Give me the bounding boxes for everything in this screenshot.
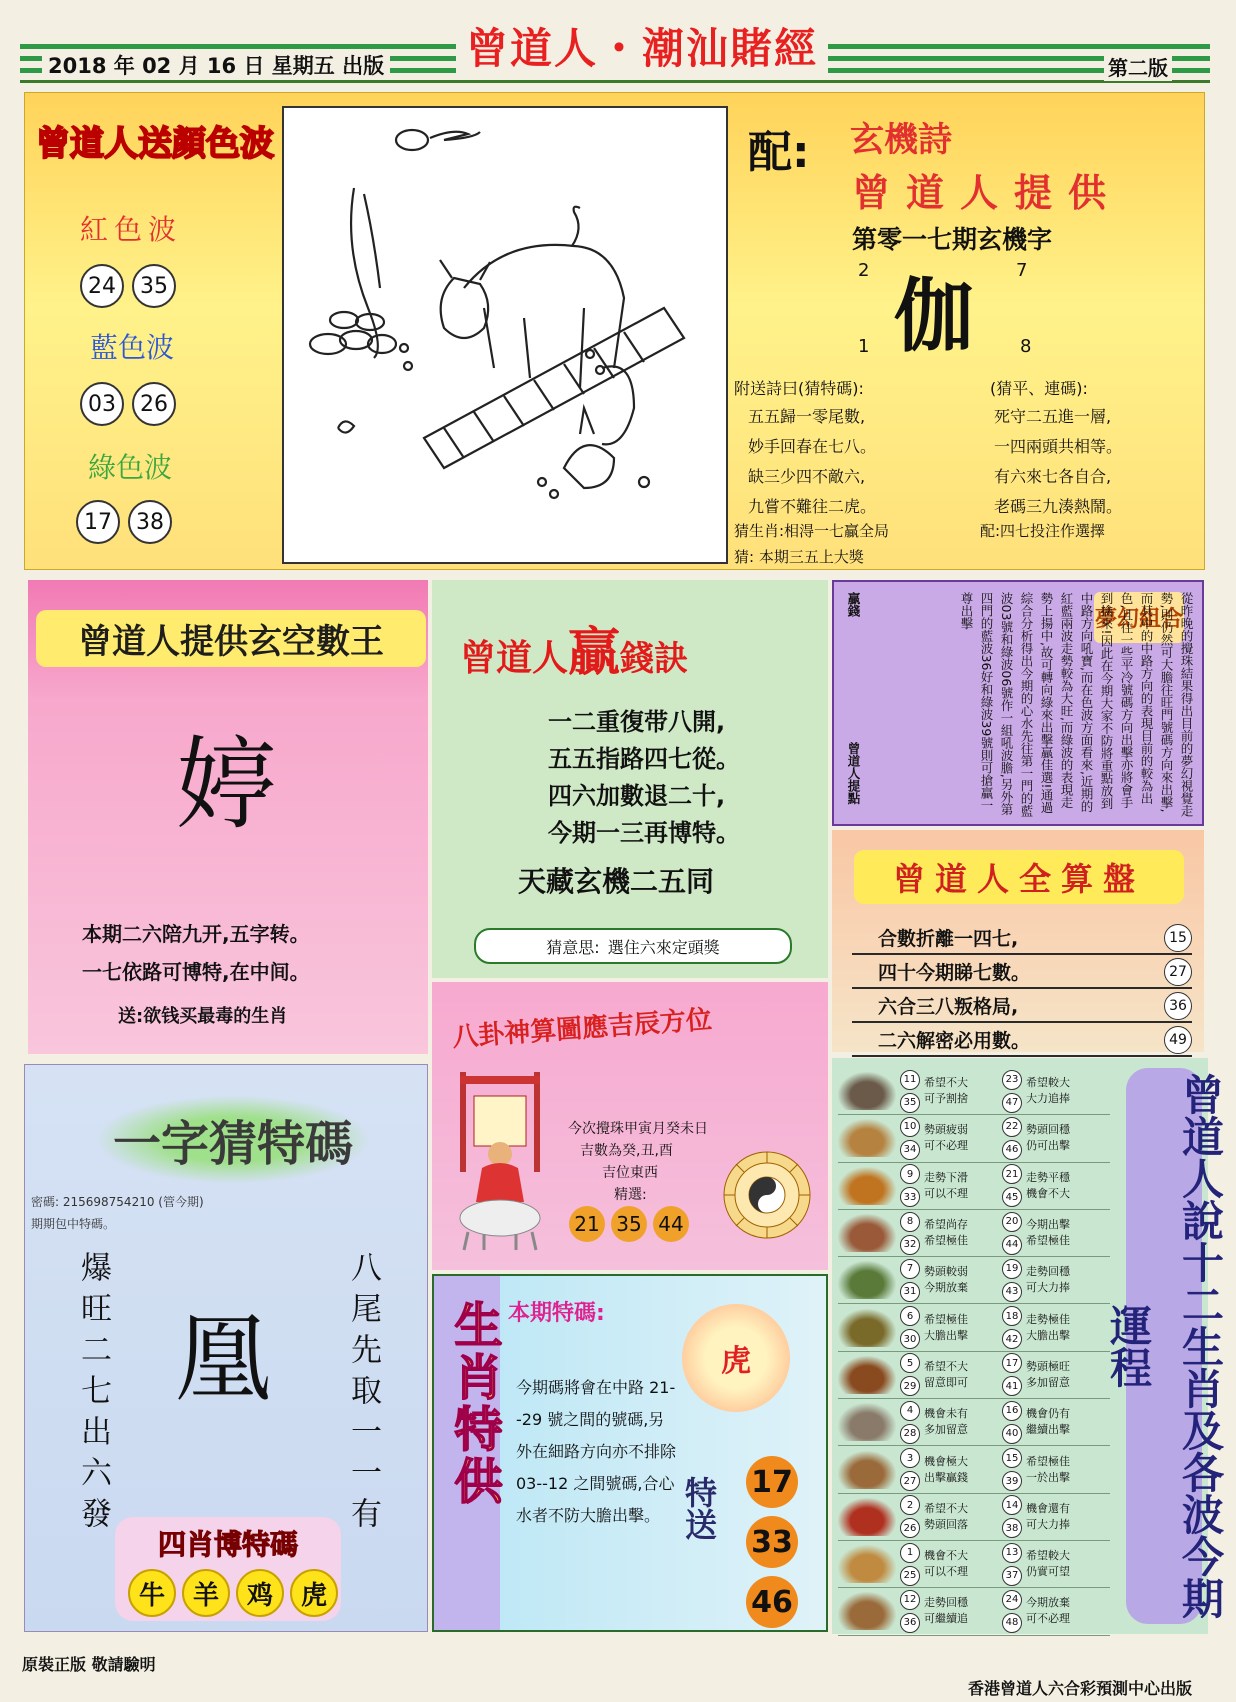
dog-icon <box>838 1545 896 1583</box>
onechar-note: 期期包中特碼。 <box>31 1217 116 1231</box>
zodiac-title: 曾道人說十二生肖及各波今期運程 <box>1126 1068 1202 1624</box>
zodiac-row <box>838 1115 1110 1162</box>
zodiac-note: 大膽出擊 <box>1026 1328 1070 1342</box>
poem-provider: 曾道人提供 <box>852 171 1123 215</box>
zodiac-note: 今期放棄 <box>1026 1596 1070 1610</box>
guess-zodiac: 猜生肖:相淂一七贏全局 <box>734 522 890 540</box>
bagua-pick-label: 精選: <box>614 1187 647 1203</box>
zodiac-note: 出擊贏錢 <box>924 1470 968 1484</box>
zodiac-num: 30 <box>900 1329 920 1349</box>
poem-right-lines <box>994 402 1122 522</box>
zodiac-num: 1 <box>900 1543 920 1563</box>
ball: 38 <box>128 500 172 544</box>
zodiac-note: 可以不理 <box>924 1186 968 1200</box>
special-ball: 17 <box>746 1456 798 1508</box>
ball: 26 <box>132 382 176 426</box>
zodiac-note: 勢頭回穩 <box>1026 1123 1070 1137</box>
zodiac-num: 10 <box>900 1117 920 1137</box>
zodiac-ball: 鸡 <box>236 1569 284 1617</box>
blue-wave-label: 藍色波 <box>90 331 175 364</box>
zodiac-num: 17 <box>1002 1353 1022 1373</box>
four-items <box>125 1569 341 1617</box>
zodiac-note: 勢頭疲弱 <box>924 1123 968 1137</box>
special-title: 生肖特供 <box>446 1300 502 1508</box>
dream-panel <box>832 580 1204 826</box>
zodiac-num: 32 <box>900 1235 920 1255</box>
zodiac-note: 仍可出擊 <box>1026 1139 1070 1153</box>
poem-title: 玄機詩 <box>850 120 952 160</box>
zodiac-num: 33 <box>900 1187 920 1207</box>
zodiac-num: 35 <box>900 1093 920 1113</box>
poem-line: 九嘗不難往二虎。 <box>748 497 877 516</box>
bagua-picks <box>566 1206 692 1242</box>
footer-right: 香港曾道人六合彩預測中心出版 <box>968 1679 1193 1698</box>
zodiac-note: 希望不大 <box>924 1501 968 1515</box>
zodiac-num: 21 <box>1002 1164 1022 1184</box>
suanpan-row <box>852 990 1192 1023</box>
bagua-title: 八卦神算圖應吉辰方位 <box>451 1004 713 1054</box>
zodiac-num: 28 <box>900 1424 920 1444</box>
zodiac-num: 7 <box>900 1259 920 1279</box>
zodiac-note: 機會仍有 <box>1026 1407 1070 1421</box>
xuankong-line1: 本期二六陪九开,五字转。 <box>82 922 310 946</box>
zodiac-num: 29 <box>900 1376 920 1396</box>
tiger-icon <box>838 1167 896 1205</box>
suanpan-row <box>852 956 1192 989</box>
ball: 24 <box>80 264 124 308</box>
zodiac-note: 機會未有 <box>924 1407 968 1421</box>
zodiac-note: 可以不理 <box>924 1565 968 1579</box>
zodiac-num: 11 <box>900 1070 920 1090</box>
zodiac-note: 希望不大 <box>924 1359 968 1373</box>
zodiac-row <box>838 1068 1110 1115</box>
color-wave-panel <box>28 96 278 566</box>
zodiac-num: 37 <box>1002 1566 1022 1586</box>
suanpan-num: 36 <box>1164 992 1192 1020</box>
zodiac-num: 36 <box>900 1613 920 1633</box>
ball: 35 <box>132 264 176 308</box>
zodiac-note: 希望極佳 <box>1026 1234 1070 1248</box>
poem-line: 有六來七各自合, <box>994 467 1112 486</box>
zodiac-num: 9 <box>900 1164 920 1184</box>
zodiac-note: 希望極佳 <box>924 1234 968 1248</box>
zodiac-note: 希望尚存 <box>924 1218 968 1232</box>
zodiac-note: 可繼續追 <box>924 1612 968 1626</box>
win-title-big: 贏 <box>568 623 621 683</box>
xuankong-line2: 一七依路可博特,在中间。 <box>82 960 310 984</box>
win-line: 今期一三再博特。 <box>548 819 740 847</box>
zodiac-row <box>838 1494 1110 1541</box>
zodiac-note: 多加留意 <box>1026 1375 1070 1389</box>
zodiac-note: 勢頭較弱 <box>924 1265 968 1279</box>
zodiac-row <box>838 1399 1110 1446</box>
zodiac-num: 39 <box>1002 1471 1022 1491</box>
poem-line: 老碼三九湊熱鬧。 <box>994 497 1123 516</box>
zodiac-row <box>838 1352 1110 1399</box>
poem-left-lines <box>748 402 876 522</box>
dream-text: 從昨晚的攪珠結果得出目前的夢幻視覺走勢,則仍然可大膽往旺門號碼方向來出擊,而其中的中路方向的表現目前的較為出色,且往一些平冷號碼方向出擊亦將會手到擒來!因此在今期大家不防將重點放到中路方向吼寶,而在色波方面看來,近期的紅藍兩波走勢較為大旺,而綠波的表現走勢上揚中,故可轉向綠來出擊贏佳選!通過綜合分析得出今期的心水先往第一門的藍波03號和綠波06號作一組吼波膽,另外第四門的藍波36好和綠波39號則可搶贏一尊出擊 <box>959 592 1194 817</box>
suanpan-text: 合數折離一四七, <box>878 928 1019 950</box>
win-lines <box>548 704 740 852</box>
zodiac-row <box>838 1163 1110 1210</box>
zodiac-row <box>838 1257 1110 1304</box>
green-wave-label: 綠色波 <box>88 451 173 484</box>
zodiac-note: 希望不大 <box>924 1076 968 1090</box>
zodiac-num: 19 <box>1002 1259 1022 1279</box>
zodiac-note: 希望較大 <box>1026 1076 1070 1090</box>
zodiac-num: 2 <box>900 1495 920 1515</box>
zodiac-note: 今期放棄 <box>924 1281 968 1295</box>
win-line: 五五指路四七從。 <box>548 745 740 773</box>
xuankong-line3: 送:欲钱买最毒的生肖 <box>118 1006 288 1027</box>
special-nums <box>746 1456 798 1628</box>
zodiac-row <box>838 1588 1110 1635</box>
special-head: 本期特碼: <box>508 1301 605 1326</box>
zodiac-num: 20 <box>1002 1212 1022 1232</box>
suanpan-row <box>852 1024 1192 1057</box>
zodiac-note: 可不必理 <box>924 1139 968 1153</box>
zodiac-num: 38 <box>1002 1518 1022 1538</box>
zodiac-note: 留意即可 <box>924 1375 968 1389</box>
pei-note: 配:四七投注作選擇 <box>980 522 1106 540</box>
zodiac-panel <box>832 1058 1225 1634</box>
dragon-icon <box>838 1261 896 1299</box>
suanpan-num: 15 <box>1164 924 1192 952</box>
issue-date: 2018 年 02 月 16 日 星期五 出版 <box>42 50 390 80</box>
bagua-line1: 今次攪珠甲寅月癸未日 <box>568 1121 708 1137</box>
zodiac-num: 41 <box>1002 1376 1022 1396</box>
rooster-icon <box>838 1498 896 1536</box>
color-wave-title: 曾道人送顏色波 <box>36 124 274 164</box>
pei-label: 配: <box>748 127 810 178</box>
bull-on-ladder-image <box>284 108 726 562</box>
zodiac-row <box>838 1541 1110 1588</box>
bagua-wheel-icon <box>722 1150 812 1240</box>
zodiac-note: 今期出擊 <box>1026 1218 1070 1232</box>
poem-line: 一四兩頭共相等。 <box>994 437 1123 456</box>
zodiac-num: 3 <box>900 1448 920 1468</box>
zodiac-note: 走勢回穩 <box>1026 1265 1070 1279</box>
four-title: 四肖博特碼 <box>157 1528 298 1561</box>
ball: 17 <box>76 500 120 544</box>
page-title: 曾道人・潮汕賭經 <box>456 16 828 76</box>
hidden-mystery: 天藏玄機二五同 <box>518 865 715 898</box>
zodiac-num: 31 <box>900 1282 920 1302</box>
zodiac-ball: 牛 <box>128 1569 176 1617</box>
horse-icon <box>838 1356 896 1394</box>
zodiac-num: 45 <box>1002 1187 1022 1207</box>
pig-icon <box>838 1592 896 1630</box>
zodiac-note: 多加留意 <box>924 1423 968 1437</box>
zodiac-num: 8 <box>900 1212 920 1232</box>
poem-line: 缺三少四不敵六, <box>748 467 866 486</box>
zodiac-num: 22 <box>1002 1117 1022 1137</box>
suanpan-text: 四十今期睇七數。 <box>878 962 1031 984</box>
zodiac-note: 走勢下滑 <box>924 1170 968 1184</box>
zodiac-num: 40 <box>1002 1424 1022 1444</box>
win-title-a: 曾道人 <box>460 638 569 679</box>
poem-line: 妙手回春在七八。 <box>748 437 877 456</box>
rabbit-icon <box>838 1214 896 1252</box>
zodiac-note: 勢頭回落 <box>924 1517 968 1531</box>
zodiac-num: 5 <box>900 1353 920 1373</box>
xuankong-char: 婷 <box>176 726 276 843</box>
zodiac-num: 16 <box>1002 1401 1022 1421</box>
win-money-panel <box>432 580 828 978</box>
suanpan-num: 49 <box>1164 1026 1192 1054</box>
suanpan-row <box>852 922 1192 955</box>
win-line: 四六加數退二十, <box>548 782 726 810</box>
zodiac-num: 24 <box>1002 1590 1022 1610</box>
zodiac-note: 機會極大 <box>924 1454 968 1468</box>
zodiac-note: 希望極佳 <box>1026 1454 1070 1468</box>
suanpan-rows <box>852 922 1192 1057</box>
bagua-panel <box>432 982 828 1270</box>
zodiac-note: 可不必理 <box>1026 1612 1070 1626</box>
red-wave-label: 紅色波 <box>80 213 183 246</box>
bagua-line3: 吉位東西 <box>602 1165 658 1181</box>
onechar-code: 密碼: 215698754210 (管今期) <box>31 1195 204 1209</box>
zodiac-ball: 虎 <box>290 1569 338 1617</box>
zodiac-num: 44 <box>1002 1235 1022 1255</box>
zodiac-note: 希望較大 <box>1026 1549 1070 1563</box>
zodiac-note: 可予割捨 <box>924 1092 968 1106</box>
onechar-title: 一字猜特碼 <box>95 1095 371 1184</box>
zodiac-note: 大力追捧 <box>1026 1092 1070 1106</box>
sketch-illustration <box>282 106 728 564</box>
num-bottom-left: 1 <box>858 336 870 357</box>
blue-balls <box>76 382 180 426</box>
poem-char: 伽 <box>894 270 974 363</box>
zodiac-num: 15 <box>1002 1448 1022 1468</box>
hint-box <box>474 928 792 964</box>
win-line: 一二重復带八開, <box>548 708 726 736</box>
special-text: 今期碼將會在中路 21--29 號之間的號碼,另外在細路方向亦不排除 03--12 之間號碼,合心水者不防大膽出擊。 <box>516 1378 677 1525</box>
red-balls <box>76 264 180 308</box>
special-ball: 33 <box>746 1516 798 1568</box>
bagua-wheel <box>722 1150 812 1240</box>
edition-label: 第二版 <box>1104 52 1172 81</box>
special-panel <box>432 1274 828 1632</box>
zodiac-num: 46 <box>1002 1140 1022 1160</box>
win-title-end: 錢訣 <box>620 639 689 679</box>
zodiac-row <box>838 1304 1110 1351</box>
four-zodiac-box <box>115 1517 341 1621</box>
zodiac-num: 27 <box>900 1471 920 1491</box>
poem-panel <box>734 96 1202 566</box>
zodiac-num: 25 <box>900 1566 920 1586</box>
zodiac-num: 6 <box>900 1306 920 1326</box>
poem-line: 死守二五進一層, <box>994 407 1112 426</box>
zodiac-num: 4 <box>900 1401 920 1421</box>
zodiac-num: 14 <box>1002 1495 1022 1515</box>
suanpan-num: 27 <box>1164 958 1192 986</box>
pick-ball: 35 <box>611 1206 647 1242</box>
pick-ball: 21 <box>569 1206 605 1242</box>
zodiac-ball: 羊 <box>182 1569 230 1617</box>
zodiac-note: 走勢平穩 <box>1026 1170 1070 1184</box>
pick-ball: 44 <box>653 1206 689 1242</box>
rat-icon <box>838 1072 896 1110</box>
zodiac-note: 機會不大 <box>924 1549 968 1563</box>
suanpan-text: 二六解密必用數。 <box>878 1030 1031 1052</box>
zodiac-note: 機會還有 <box>1026 1501 1070 1515</box>
dream-side: 贏錢 <box>846 592 861 617</box>
goat-icon <box>838 1403 896 1441</box>
general-figure <box>454 1072 546 1252</box>
zodiac-note: 可大力捧 <box>1026 1517 1070 1531</box>
num-top-right: 7 <box>1016 260 1028 281</box>
onechar-left: 爆旺二七出六發 <box>75 1251 111 1538</box>
suanpan-text: 六合三八叛格局, <box>878 996 1019 1018</box>
zodiac-note: 一於出擊 <box>1026 1470 1070 1484</box>
xuankong-title: 曾道人提供玄空數王 <box>36 610 426 667</box>
zodiac-num: 12 <box>900 1590 920 1610</box>
zodiac-note: 機會不大 <box>1026 1186 1070 1200</box>
special-ball: 46 <box>746 1576 798 1628</box>
general-on-horse-image <box>454 1072 546 1252</box>
zodiac-num: 26 <box>900 1518 920 1538</box>
zodiac-row <box>838 1446 1110 1493</box>
onechar-char: 凰 <box>175 1303 271 1415</box>
bagua-line2: 吉數為癸,丑,酉 <box>580 1143 673 1159</box>
poem-period: 第零一七期玄機字 <box>852 225 1053 254</box>
zodiac-note: 大膽出擊 <box>924 1328 968 1342</box>
poem-right-head: (猜平、連碼): <box>990 379 1088 398</box>
zodiac-num: 42 <box>1002 1329 1022 1349</box>
footer-left: 原裝正版 敬請驗明 <box>22 1655 156 1674</box>
zodiac-note: 繼續出擊 <box>1026 1423 1070 1437</box>
zodiac-note: 可大力捧 <box>1026 1281 1070 1295</box>
zodiac-num: 43 <box>1002 1282 1022 1302</box>
dream-title: 夢幻組合 <box>1094 592 1184 643</box>
zodiac-note: 走勢回穩 <box>924 1596 968 1610</box>
hint-label: 猜意思: <box>546 937 600 957</box>
win-title <box>460 610 688 685</box>
monkey-icon <box>838 1451 896 1489</box>
num-bottom-right: 8 <box>1020 336 1032 357</box>
poem-left-head: 附送詩曰(猜特碼): <box>734 379 864 398</box>
zodiac-note: 走勢極佳 <box>1026 1312 1070 1326</box>
zodiac-row <box>838 1210 1110 1257</box>
zodiac-note: 仍實可望 <box>1026 1565 1070 1579</box>
zodiac-note: 勢頭極旺 <box>1026 1359 1070 1373</box>
zodiac-flower <box>682 1304 790 1412</box>
zodiac-num: 47 <box>1002 1093 1022 1113</box>
special-send: 特送 <box>680 1476 718 1540</box>
ox-icon <box>838 1119 896 1157</box>
zodiac-num: 48 <box>1002 1613 1022 1633</box>
poem-line: 五五歸一零尾數, <box>748 407 866 426</box>
xuankong-panel <box>28 580 428 1054</box>
onechar-right: 八尾先取一一有 <box>345 1251 381 1538</box>
dream-author: 曾道人提點 <box>846 742 861 805</box>
snake-icon <box>838 1309 896 1347</box>
suanpan-title: 曾道人全算盤 <box>854 850 1184 904</box>
ball: 03 <box>80 382 124 426</box>
green-balls <box>72 500 176 544</box>
onechar-panel <box>24 1064 428 1632</box>
zodiac-num: 23 <box>1002 1070 1022 1090</box>
zodiac-rows <box>838 1068 1110 1636</box>
zodiac-num: 34 <box>900 1140 920 1160</box>
hint-text: 選住六來定頭獎 <box>607 937 720 957</box>
zodiac-num: 18 <box>1002 1306 1022 1326</box>
special-zodiac: 虎 <box>721 1344 751 1379</box>
zodiac-num: 13 <box>1002 1543 1022 1563</box>
num-top-left: 2 <box>858 260 870 281</box>
suanpan-panel <box>832 830 1204 1052</box>
guess-line: 猜: 本期三五上大獎 <box>734 548 864 566</box>
zodiac-note: 希望極佳 <box>924 1312 968 1326</box>
